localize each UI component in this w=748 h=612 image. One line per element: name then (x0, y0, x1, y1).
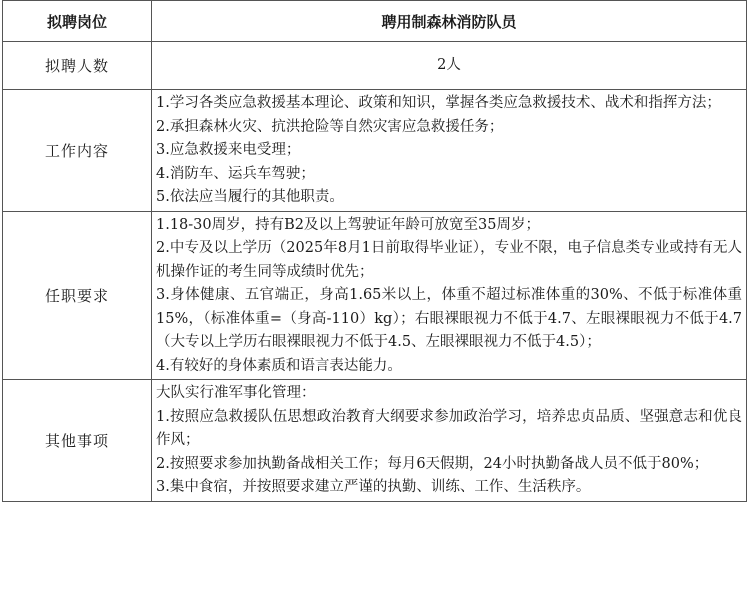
headcount-value: 2人 (152, 42, 747, 90)
job-duties-label: 工作内容 (3, 90, 152, 212)
requirements-label: 任职要求 (3, 211, 152, 380)
duty-item: 4.消防车、运兵车驾驶； (156, 165, 315, 182)
other-item: 大队实行准军事化管理： (156, 385, 316, 401)
duty-item: 2.承担森林火灾、抗洪抢险等自然灾害应急救援任务； (156, 118, 504, 135)
duty-item: 1.学习各类应急救援基本理论、政策和知识，掌握各类应急救援技术、战术和指挥方法； (156, 95, 721, 111)
requirement-item: 4.有较好的身体素质和语言表达能力。 (156, 357, 402, 374)
other-matters-content (152, 380, 747, 502)
job-duties-content (152, 90, 747, 212)
row-headcount (3, 42, 747, 90)
header-row (3, 1, 747, 42)
requirement-item: 1.18-30周岁，持有B2及以上驾驶证年龄可放宽至35周岁； (156, 216, 540, 233)
row-job-duties (3, 90, 747, 212)
headcount-label: 拟聘人数 (3, 42, 152, 90)
other-item: 1.按照应急救援队伍思想政治教育大纲要求参加政治学习，培养忠贞品质、坚强意志和优良作风； (156, 408, 742, 448)
recruitment-table (2, 0, 747, 502)
header-label: 拟聘岗位 (3, 1, 152, 42)
other-item: 3.集中食宿，并按照要求建立严谨的执勤、训练、工作、生活秩序。 (156, 479, 591, 495)
other-item: 2.按照要求参加执勤备战相关工作；每月6天假期，24小时执勤备战人员不低于80%； (156, 455, 709, 472)
row-other-matters (3, 380, 747, 502)
other-matters-label: 其他事项 (3, 380, 152, 502)
requirements-content (152, 211, 747, 380)
duty-item: 5.依法应当履行的其他职责。 (156, 189, 344, 205)
header-position-title: 聘用制森林消防队员 (152, 1, 747, 42)
requirement-item: 3.身体健康、五官端正，身高1.65米以上，体重不超过标准体重的30%、不低于标准体重15%，（标准体重=（身高-110）kg）；右眼裸眼视力不低于4.7、左眼裸眼视力不低于4.7（大专以上学历右眼裸眼视力不低于4.5、左眼裸眼视力不低于4.5）； (156, 287, 742, 350)
duty-item: 3.应急救援来电受理； (156, 142, 301, 158)
requirement-item: 2.中专及以上学历（2025年8月1日前取得毕业证），专业不限，电子信息类专业或持有无人机操作证的考生同等成绩时优先； (156, 240, 742, 280)
row-requirements (3, 211, 747, 380)
